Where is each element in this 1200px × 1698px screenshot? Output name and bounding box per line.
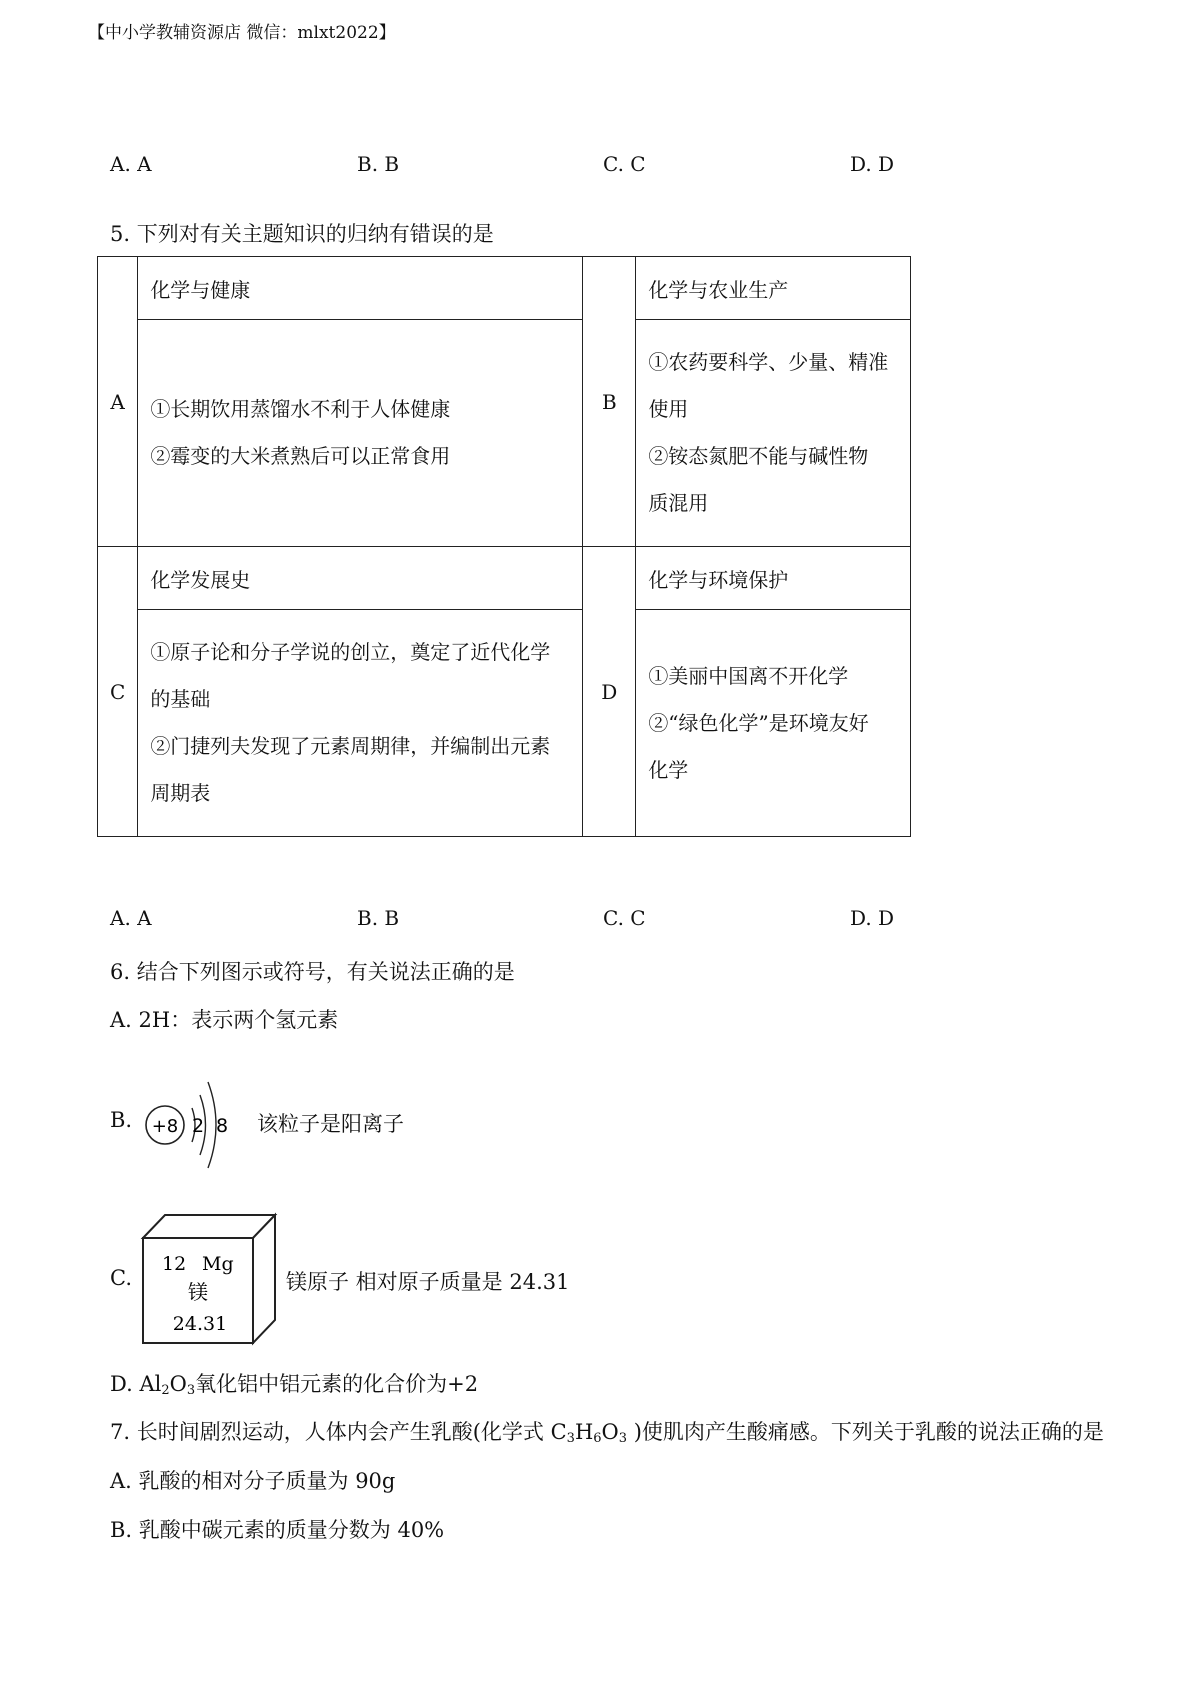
q5-d-line: ①美丽中国离不开化学 bbox=[648, 663, 849, 688]
q5-c-line: 周期表 bbox=[150, 781, 211, 805]
q4-option-a: A. A bbox=[110, 152, 152, 176]
q5-a-title: 化学与健康 bbox=[138, 257, 583, 320]
shell-2-count: 8 bbox=[215, 1115, 229, 1137]
q5-a-body bbox=[138, 320, 583, 547]
q5-b-line: 质混用 bbox=[648, 491, 709, 515]
q5-d-title: 化学与环境保护 bbox=[636, 547, 911, 610]
nucleus-charge: +8 bbox=[151, 1116, 179, 1137]
q5-option-c: C. C bbox=[603, 906, 646, 930]
q7-sub-h: 6 bbox=[593, 1431, 602, 1446]
q6-d-prefix: D. Al bbox=[110, 1372, 162, 1396]
q7-option-a: A. 乳酸的相对分子质量为 90g bbox=[110, 1469, 396, 1493]
q6-option-c-label: C. bbox=[110, 1266, 132, 1290]
q5-b-body bbox=[636, 320, 911, 547]
q4-option-b: B. B bbox=[357, 152, 400, 176]
element-name: 镁 bbox=[188, 1280, 208, 1304]
q5-option-b: B. B bbox=[357, 906, 400, 930]
q6-d-sub-al: 2 bbox=[161, 1383, 170, 1398]
q5-letter-a: A bbox=[98, 257, 138, 547]
q5-stem: 5. 下列对有关主题知识的归纳有错误的是 bbox=[110, 222, 494, 246]
q4-option-d: D. D bbox=[850, 152, 895, 176]
q7-stem-part: 7. 长时间剧烈运动，人体内会产生乳酸(化学式 C bbox=[110, 1420, 567, 1444]
element-number: 12 bbox=[162, 1253, 187, 1275]
q6-option-b-text: 该粒子是阳离子 bbox=[257, 1112, 404, 1136]
q7-stem-part: )使肌肉产生酸痛感。下列关于乳酸的说法正确的是 bbox=[627, 1420, 1104, 1444]
q5-b-line: ②铵态氮肥不能与碱性物 bbox=[648, 444, 869, 468]
page-header: 【中小学教辅资源店 微信：mlxt2022】 bbox=[88, 23, 396, 43]
q6-option-b-label: B. bbox=[110, 1108, 133, 1132]
q7-option-b: B. 乳酸中碳元素的质量分数为 40% bbox=[110, 1518, 445, 1542]
q5-table bbox=[97, 256, 911, 837]
q5-d-line: 化学 bbox=[648, 757, 689, 782]
element-card-cube bbox=[140, 1210, 280, 1350]
element-mass: 24.31 bbox=[172, 1313, 228, 1335]
q5-c-line: 的基础 bbox=[150, 687, 211, 711]
q6-option-d bbox=[110, 1368, 478, 1398]
q6-option-c-text: 镁原子 相对原子质量是 24.31 bbox=[286, 1270, 570, 1294]
q7-sub-o: 3 bbox=[618, 1431, 628, 1446]
q5-letter-c: C bbox=[98, 547, 138, 837]
q5-c-line: ①原子论和分子学说的创立，奠定了近代化学 bbox=[150, 640, 551, 664]
shell-1-count: 2 bbox=[191, 1115, 205, 1137]
q5-c-title: 化学发展史 bbox=[138, 547, 583, 610]
q5-d-line: ②“绿色化学”是环境友好 bbox=[648, 710, 869, 735]
q5-c-body bbox=[138, 610, 583, 837]
q4-option-c: C. C bbox=[603, 152, 646, 176]
q6-d-sub-o: 3 bbox=[186, 1383, 196, 1398]
element-symbol: Mg bbox=[202, 1253, 234, 1275]
q5-b-line: ①农药要科学、少量、精准 bbox=[648, 350, 889, 374]
q5-a-line: ①长期饮用蒸馏水不利于人体健康 bbox=[150, 397, 451, 421]
q7-stem-part: H bbox=[574, 1420, 594, 1444]
q5-option-d: D. D bbox=[850, 906, 895, 930]
q5-a-line: ②霉变的大米煮熟后可以正常食用 bbox=[150, 444, 451, 468]
q5-c-line: ②门捷列夫发现了元素周期律，并编制出元素 bbox=[150, 734, 551, 758]
q7-stem-part: O bbox=[601, 1420, 619, 1444]
q5-letter-d: D bbox=[583, 547, 636, 837]
q5-b-title: 化学与农业生产 bbox=[636, 257, 911, 320]
q6-option-a: A. 2H：表示两个氢元素 bbox=[110, 1008, 339, 1032]
q6-d-mid: O bbox=[169, 1372, 187, 1396]
q7-sub-c: 3 bbox=[566, 1431, 575, 1446]
q7-stem bbox=[110, 1416, 1104, 1446]
q5-option-a: A. A bbox=[110, 906, 152, 930]
q6-stem: 6. 结合下列图示或符号，有关说法正确的是 bbox=[110, 960, 515, 984]
atom-structure-diagram bbox=[140, 1070, 240, 1180]
q5-b-line: 使用 bbox=[648, 397, 689, 421]
q5-letter-b: B bbox=[583, 257, 636, 547]
q6-d-suffix: 氧化铝中铝元素的化合价为+2 bbox=[195, 1372, 479, 1396]
q5-d-body bbox=[636, 610, 911, 837]
